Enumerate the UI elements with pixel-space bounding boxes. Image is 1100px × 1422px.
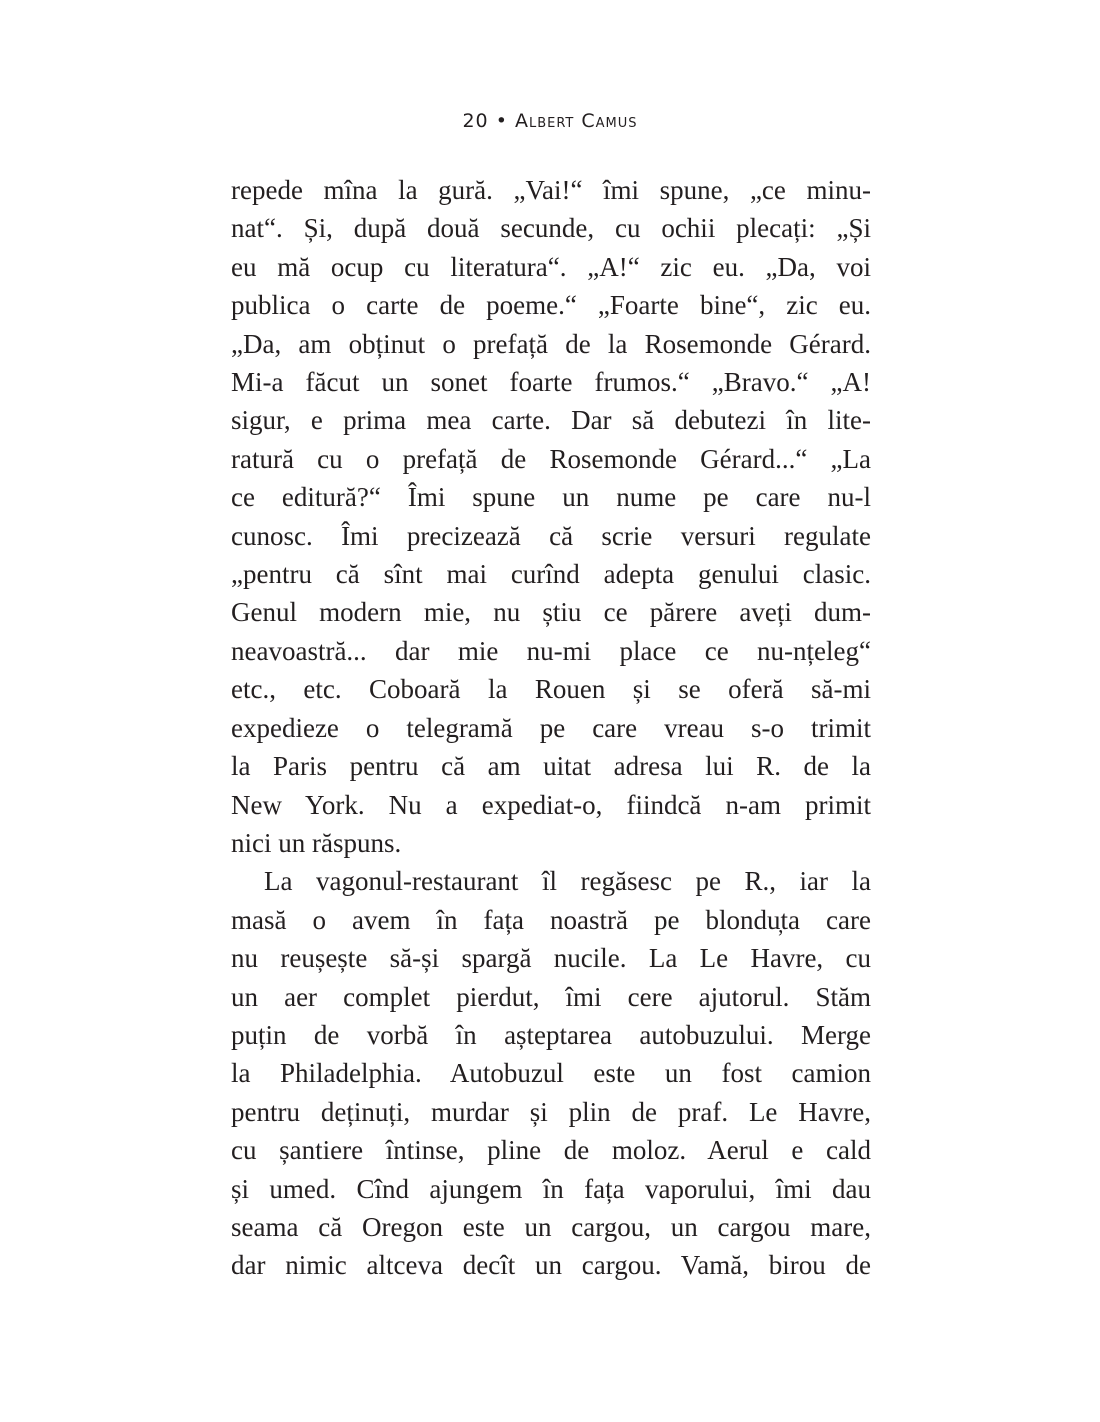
text-line: neavoastră... dar mie nu-mi place ce nu-nțeleg“ [231,635,871,666]
text-line: pentru deținuți, murdar și plin de praf. Le Havre, [231,1096,871,1127]
text-line: seama că Oregon este un cargou, un cargou mare, [231,1211,871,1242]
author-name: Albert Camus [514,110,638,132]
text-line: New York. Nu a expediat-o, fiindcă n-am primit [231,789,871,820]
text-line: și umed. Cînd ajungem în fața vaporului, îmi dau [231,1173,871,1204]
running-header [0,110,1100,132]
text-line: cu șantiere întinse, pline de moloz. Aerul e cald [231,1135,871,1166]
page-number: 20 [462,110,489,132]
text-line: puțin de vorbă în așteptarea autobuzului. Merge [231,1019,871,1050]
header-separator: • [495,110,508,132]
text-line: sigur, e prima mea carte. Dar să debutezi în lite- [231,405,871,436]
body-text [231,171,871,1285]
text-line: la Philadelphia. Autobuzul este un fost camion [231,1058,871,1089]
text-line: ratură cu o prefață de Rosemonde Gérard...“ „La [231,443,871,474]
text-line: nat“. Și, după două secunde, cu ochii plecați: „Și [231,213,871,244]
text-line: dar nimic altceva decît un cargou. Vamă, birou de [231,1250,871,1281]
text-line: repede mîna la gură. „Vai!“ îmi spune, „ce minu- [231,175,871,205]
text-line: nu reușește să-și spargă nucile. La Le Havre, cu [231,943,871,974]
text-line: La vagonul-restaurant îl regăsesc pe R., iar la [264,866,871,897]
text-line: masă o avem în fața noastră pe blondu̦ta care [231,904,871,935]
text-line: nici un răspuns. [231,827,402,858]
text-line: la Paris pentru că am uitat adresa lui R. de la [231,751,871,782]
text-line: „pentru că sînt mai curînd adepta genului clasic. [231,559,871,590]
text-line: ce editură?“ Îmi spune un nume pe care nu-l [231,482,871,513]
text-line: cunosc. Îmi precizează că scrie versuri regulate [231,520,871,551]
text-line: eu mă ocup cu literatura“. „A!“ zic eu. „Da, voi [231,251,871,282]
text-line: expedieze o telegramă pe care vreau s-o trimit [231,712,871,743]
text-line: un aer complet pierdut, îmi cere ajutorul. Stăm [231,981,871,1012]
text-line: publica o carte de poeme.“ „Foarte bine“, zic eu. [231,290,871,321]
text-line: Mi-a făcut un sonet foarte frumos.“ „Bravo.“ „A! [231,367,871,398]
text-line: Genul modern mie, nu știu ce părere aveți dum- [231,597,871,628]
text-line: „Da, am obținut o prefață de la Rosemonde Gérard. [231,328,871,359]
text-line: etc., etc. Coboară la Rouen și se oferă să-mi [231,674,871,705]
